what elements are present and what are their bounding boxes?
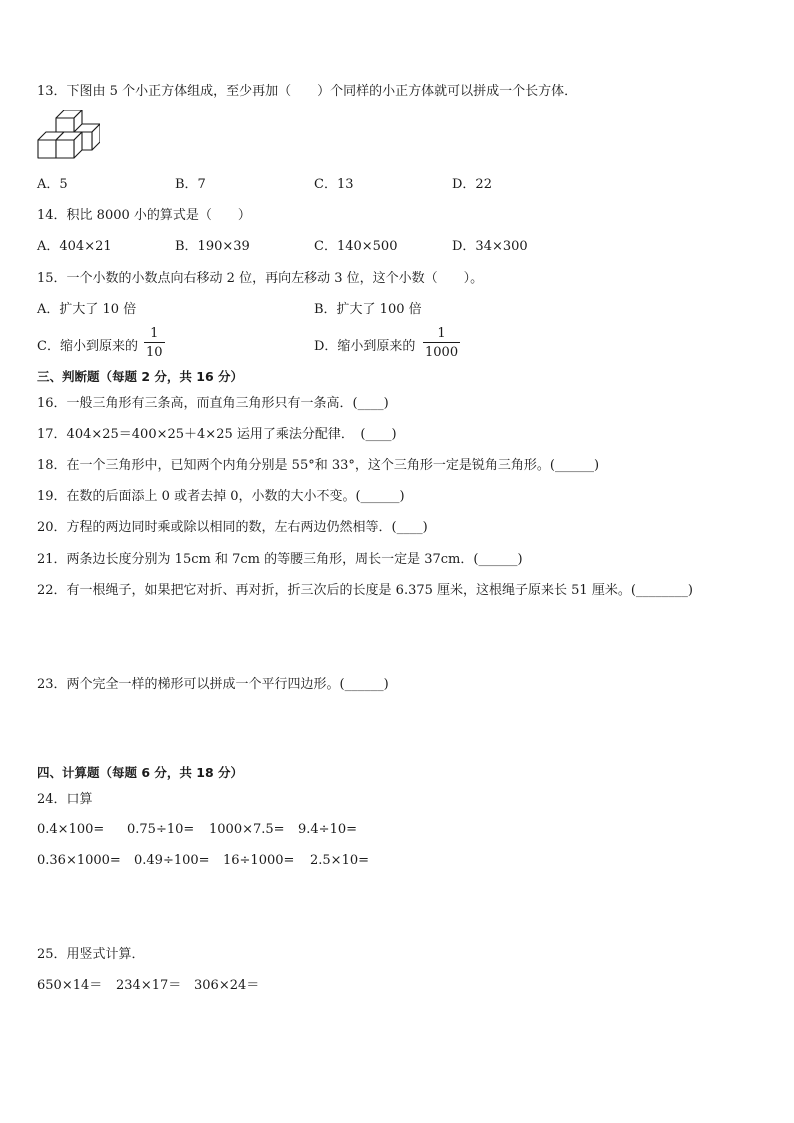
q24-row1-item-4: 9.4÷10= — [298, 822, 358, 837]
q13-option-b: B．7 — [175, 177, 206, 192]
q25-item-1: 650×14＝ — [37, 978, 103, 993]
q13-option-d: D．22 — [452, 177, 492, 192]
fraction-numerator: 1 — [437, 326, 446, 341]
question-25-title: 25．用竖式计算． — [37, 947, 145, 962]
question-14-stem: 14．积比 8000 小的算式是（ ） — [37, 208, 251, 223]
q15-option-d-fraction — [423, 326, 460, 360]
q14-option-c: C．140×500 — [314, 239, 398, 254]
fraction-bar — [423, 342, 460, 343]
fraction-denominator: 1000 — [425, 345, 459, 360]
question-20: 20．方程的两边同时乘或除以相同的数，左右两边仍然相等．(____) — [37, 520, 428, 535]
q14-option-a: A．404×21 — [37, 239, 112, 254]
q24-row1-item-2: 0.75÷10= — [127, 822, 195, 837]
question-22: 22．有一根绳子，如果把它对折、再对折，折三次后的长度是 6.375 厘米，这根绳子原来长 51 厘米。(________) — [37, 583, 693, 598]
question-16: 16．一般三角形有三条高，而直角三角形只有一条高．(____) — [37, 396, 389, 411]
q24-row2-item-4: 2.5×10= — [310, 853, 370, 868]
question-23: 23．两个完全一样的梯形可以拼成一个平行四边形。(______) — [37, 677, 389, 692]
question-17: 17．404×25＝400×25＋4×25 运用了乘法分配律． (____) — [37, 427, 397, 442]
cubes-figure-icon — [34, 110, 100, 162]
q24-row2-item-3: 16÷1000= — [223, 853, 295, 868]
q24-row1-item-3: 1000×7.5= — [209, 822, 285, 837]
q25-item-2: 234×17＝ — [116, 978, 182, 993]
q13-option-a: A．5 — [37, 177, 68, 192]
fraction-numerator: 1 — [150, 326, 159, 341]
question-21: 21．两条边长度分别为 15cm 和 7cm 的等腰三角形，周长一定是 37cm．(______) — [37, 552, 523, 567]
q15-option-a: A．扩大了 10 倍 — [37, 302, 137, 317]
fraction-denominator: 10 — [146, 345, 163, 360]
q14-option-d: D．34×300 — [452, 239, 528, 254]
question-19: 19．在数的后面添上 0 或者去掉 0，小数的大小不变。(______) — [37, 489, 405, 504]
q15-option-b: B．扩大了 100 倍 — [314, 302, 422, 317]
question-18: 18．在一个三角形中，已知两个内角分别是 55°和 33°，这个三角形一定是锐角三角形。(______) — [37, 458, 600, 473]
question-13-stem: 13．下图由 5 个小正方体组成，至少再加（ ）个同样的小正方体就可以拼成一个长方体． — [37, 84, 578, 99]
q15-option-d: D．缩小到原来的 — [314, 339, 416, 354]
q25-item-3: 306×24＝ — [194, 978, 260, 993]
q15-option-c: C．缩小到原来的 — [37, 339, 138, 354]
question-24-title: 24．口算 — [37, 792, 93, 807]
q24-row2-item-1: 0.36×1000= — [37, 853, 121, 868]
q13-option-c: C．13 — [314, 177, 354, 192]
q24-row2-item-2: 0.49÷100= — [134, 853, 210, 868]
q14-option-b: B．190×39 — [175, 239, 250, 254]
fraction-bar — [144, 342, 165, 343]
q15-option-c-fraction — [144, 326, 165, 360]
q24-row1-item-1: 0.4×100= — [37, 822, 105, 837]
question-15-stem: 15．一个小数的小数点向右移动 2 位，再向左移动 3 位，这个小数（ ）。 — [37, 271, 484, 286]
section-3-heading: 三、判断题（每题 2 分，共 16 分） — [37, 369, 244, 384]
section-4-heading: 四、计算题（每题 6 分，共 18 分） — [37, 765, 244, 780]
